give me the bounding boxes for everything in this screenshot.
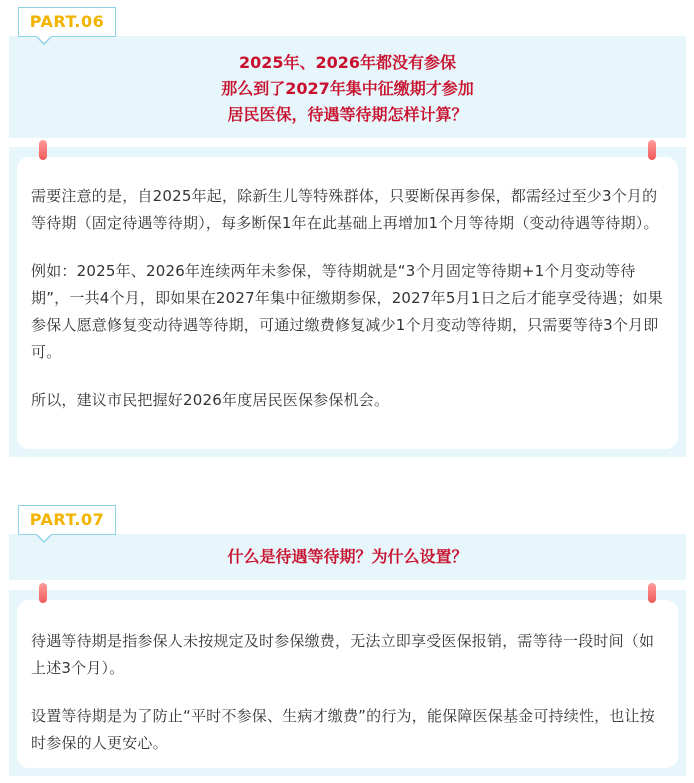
part-06-title-band <box>9 36 686 138</box>
part-06-tag: PART.06 <box>18 7 116 37</box>
part-07-paragraph-1: 待遇等待期是指参保人未按规定及时参保缴费，无法立即享受医保报销，需等待一段时间（如上述3个月）。 <box>31 632 655 677</box>
part-06-title-line-3: 居民医保，待遇等待期怎样计算？ <box>227 105 468 124</box>
pin-icon <box>39 583 47 603</box>
pin-icon <box>39 140 47 160</box>
tag-pointer-icon <box>36 534 52 543</box>
part-06-paragraph-3: 所以，建议市民把握好2026年度居民医保参保机会。 <box>31 391 390 409</box>
part-07-title-band <box>9 534 686 580</box>
part-07-title-line-1: 什么是待遇等待期？为什么设置？ <box>227 547 468 566</box>
part-07-tag: PART.07 <box>18 505 116 535</box>
part-06-paragraph-2: 例如：2025年、2026年连续两年未参保，等待期就是“3个月固定等待期+1个月变动等待期”，一共4个月，即如果在2027年集中征缴期参保，2027年5月1日之后才能享受待遇；如果参保人愿意修复变动待遇等待期，可通过缴费修复减少1个月变动等待期，只需要等待3个月即可。 <box>31 262 663 361</box>
part-06-card-content <box>17 157 678 449</box>
tag-pointer-icon <box>36 36 52 45</box>
part-06-title-line-1: 2025年、2026年都没有参保 <box>238 53 457 72</box>
part-06-title-line-2: 那么到了2027年集中征缴期才参加 <box>221 79 474 98</box>
part-07-paragraph-2: 设置等待期是为了防止“平时不参保、生病才缴费”的行为，能保障医保基金可持续性，也让按时参保的人更安心。 <box>31 707 655 752</box>
part-06-paragraph-1: 需要注意的是，自2025年起，除新生儿等特殊群体，只要断保再参保，都需经过至少3个月的等待期（固定待遇等待期），每多断保1年在此基础上再增加1个月等待期（变动待遇等待期）。 <box>31 187 659 232</box>
part-07-card <box>9 590 686 776</box>
pin-icon <box>648 140 656 160</box>
part-06-card <box>9 147 686 457</box>
pin-icon <box>648 583 656 603</box>
part-07-card-content <box>17 600 678 768</box>
